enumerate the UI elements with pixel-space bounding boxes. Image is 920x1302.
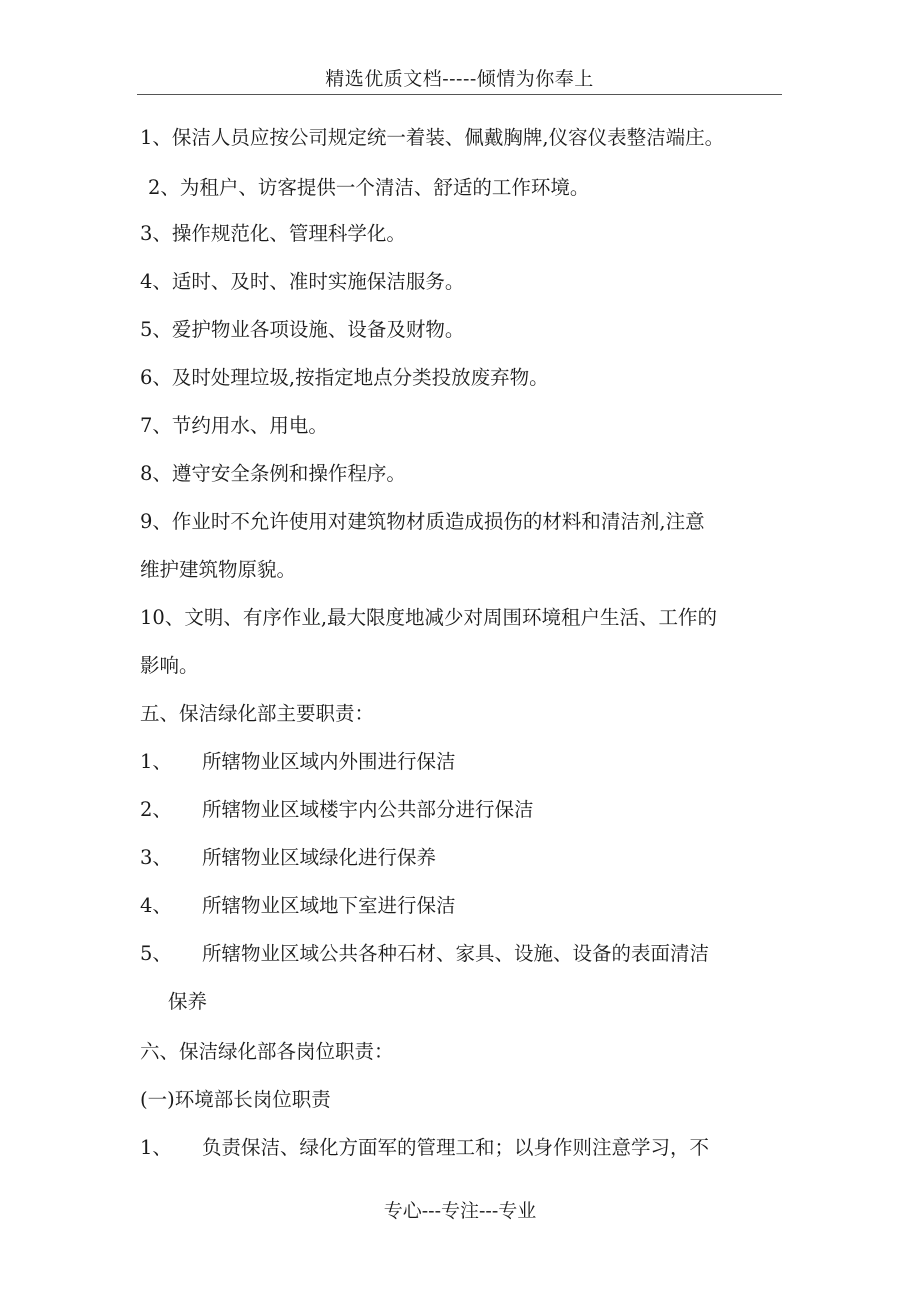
list-item bbox=[140, 750, 456, 774]
list-item-continuation: 保养 bbox=[168, 990, 208, 1013]
list-item-number: 5、 bbox=[140, 942, 172, 965]
list-item bbox=[140, 1136, 709, 1160]
list-item-text: 所辖物业区域公共各种石材、家具、设施、设备的表面清洁 bbox=[202, 942, 710, 965]
list-item-text: 所辖物业区域楼宇内公共部分进行保洁 bbox=[202, 798, 534, 821]
duty-line: 9、作业时不允许使用对建筑物材质造成损伤的材料和清洁剂,注意 bbox=[140, 510, 705, 533]
list-item-text: 负责保洁、绿化方面军的管理工和；以身作则注意学习，不 bbox=[202, 1136, 710, 1159]
duty-line: 10、文明、有序作业,最大限度地减少对周围环境租户生活、工作的 bbox=[140, 606, 718, 629]
duty-line-continuation: 影响。 bbox=[140, 654, 199, 677]
duty-line: 7、节约用水、用电。 bbox=[140, 414, 328, 437]
duty-line: 6、及时处理垃圾,按指定地点分类投放废弃物。 bbox=[140, 366, 549, 389]
list-item bbox=[140, 846, 436, 870]
list-item bbox=[140, 798, 534, 822]
list-item-number: 1、 bbox=[140, 1136, 172, 1159]
list-item-number: 2、 bbox=[140, 798, 172, 821]
duty-line: 2、为租户、访客提供一个清洁、舒适的工作环境。 bbox=[148, 176, 590, 199]
duty-line: 4、适时、及时、准时实施保洁服务。 bbox=[140, 270, 465, 293]
page-header-title: 精选优质文档-----倾情为你奉上 bbox=[325, 68, 594, 90]
list-item bbox=[140, 942, 709, 966]
list-item-number: 4、 bbox=[140, 894, 172, 917]
list-item-number: 3、 bbox=[140, 846, 172, 869]
duty-line: 3、操作规范化、管理科学化。 bbox=[140, 222, 406, 245]
duty-line: 5、爱护物业各项设施、设备及财物。 bbox=[140, 318, 465, 341]
duty-line: 1、保洁人员应按公司规定统一着装、佩戴胸牌,仪容仪表整洁端庄。 bbox=[140, 126, 725, 149]
section-heading: 六、保洁绿化部各岗位职责： bbox=[140, 1040, 394, 1063]
list-item-text: 所辖物业区域绿化进行保养 bbox=[202, 846, 437, 869]
page-footer: 专心---专注---专业 bbox=[383, 1200, 537, 1222]
list-item bbox=[140, 894, 456, 918]
subsection-heading: (一)环境部长岗位职责 bbox=[140, 1088, 331, 1111]
duty-line: 8、遵守安全条例和操作程序。 bbox=[140, 462, 406, 485]
list-item-text: 所辖物业区域地下室进行保洁 bbox=[202, 894, 456, 917]
header-divider bbox=[137, 94, 782, 95]
section-heading: 五、保洁绿化部主要职责： bbox=[140, 702, 375, 725]
duty-line-continuation: 维护建筑物原貌。 bbox=[140, 558, 297, 581]
list-item-number: 1、 bbox=[140, 750, 172, 773]
list-item-text: 所辖物业区域内外围进行保洁 bbox=[202, 750, 456, 773]
